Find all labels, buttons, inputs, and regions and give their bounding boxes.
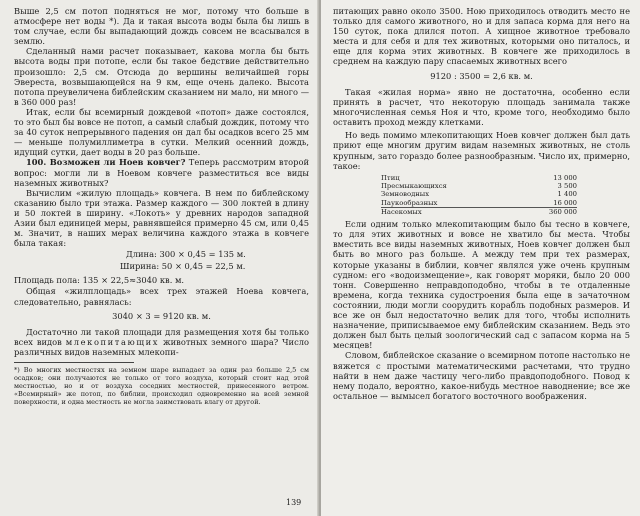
paragraph: Сделанный нами расчет показывает, какова могла бы быть высота воды при потопе, если бы такое бедствие действительно произошло: 2,5 см. Отсюда до вершины величайшей горы Эвереста, возвышающейся на 9 км, еще очень далеко. Высота потопа преувеличена библейским сказанием ни мало, ни много — в 360 000 раз! — [14, 46, 309, 107]
table-label: Птиц — [381, 173, 400, 182]
table-value: 3 500 — [557, 182, 577, 191]
equation-total-area: 3040 × 3 = 9120 кв. м. — [112, 310, 211, 321]
paragraph: Словом, библейское сказание о всемирном потопе настолько не вяжется с простыми математическими расчетами, что трудно найти в нем даже частицу чего-либо правдоподобного. Повод к нему подало, вероятно, какое-нибудь местное наводнение; все же остальное — вымысел богатого восточного воображения. — [333, 350, 630, 401]
table-value: 13 000 — [553, 173, 577, 182]
paragraph: питающих равно около 3500. Ною приходилось отводить место не только для самого животного, но и для запаса корма для него на 150 суток, пока длился потоп. А хищное животное требовало места и для себя и для тех животных, которыми оно питалось, и еще для корма этих животных. В ковчеге же приходилось в среднем на каждую пару спасаемых животных всего — [333, 6, 630, 67]
paragraph: Но ведь помимо млекопитающих Ноев ковчег должен был дать приют еще многим другим видам наземных животных, не столь крупным, зато гораздо более разнообразным. Число их, примерно, такое: — [333, 130, 630, 171]
right-page — [321, 0, 640, 516]
paragraph: Итак, если бы всемирный дождевой «потоп» даже состоялся, то это был бы вовсе не потоп, а самый слабый дождик, потому что за 40 суток непрерывного падения он дал бы осадков всего 25 мм — меньше полумиллиметра в сутки. Мелкий осенний дождь, идущий сутки, дает воды в 20 раз больше. — [14, 106, 309, 158]
table-label: Паукообразных — [381, 198, 438, 207]
table-row — [381, 174, 577, 182]
left-page — [0, 0, 319, 516]
table-value: 1 400 — [557, 190, 577, 199]
emphasis-spaced: млекопитающих — [65, 337, 160, 348]
table-row — [381, 207, 577, 216]
paragraph: Такая «жилая норма» явно не достаточна, особенно если принять в расчет, что некоторую площадь занимала также многочисленная семья Ноя и что, кроме того, необходимо было оставить проход между клетками. — [333, 86, 630, 128]
paragraph: Общая «жилплощадь» всех трех этажей Ноева ковчега, следовательно, равнялась: — [14, 286, 309, 307]
table-label: Насекомых — [381, 207, 422, 216]
equation-length: Длина: 300 × 0,45 = 135 м. — [126, 249, 246, 260]
paragraph: Вычислим «жилую площадь» ковчега. В нем по библейскому сказанию было три этажа. Размер каждого — 300 локтей в длину и 50 локтей в ширину. «Локоть» у древних народов западной Азии был единицей меры, равнявшейся примерно 45 см, или 0,45 м. Значит, в наших мерах величина каждого этажа в ковчеге была такая: — [14, 187, 309, 249]
table-row — [381, 199, 577, 207]
paragraph: Выше 2,5 см потоп подняться не мог, потому что больше в атмосфере нет воды *). Да и такая высота воды была бы лишь в том случае, если бы выпадающий дождь совсем не всасывался в землю. — [14, 6, 309, 47]
page-number: 139 — [286, 498, 302, 507]
equation-width: Ширина: 50 × 0,45 = 22,5 м. — [120, 260, 246, 271]
footnote: *) Во многих местностях на земном шаре выпадает за один раз больше 2,5 см осадков; они получаются не только от того воздуха, который стоит над этой местностью, но и от воздуха соседних местностей, принесенного ветром. «Всемирный» же потоп, по библии, происходил одновременно на всей земной поверхности, и одна местность не могла заимствовать влагу от другой. — [14, 366, 309, 407]
text-run: животных земного шара? Число различных видов наземных млекопи- — [14, 337, 309, 358]
table-row — [381, 182, 577, 190]
paragraph: Если одним только млекопитающим было бы тесно в ковчеге, то для этих животных и вовсе не хватило бы места. Чтобы вместить все виды наземных животных, Ноев ковчег должен был быть во много раз больше. А между тем при тех размерах, которые указаны в библии, ковчег являлся уже очень крупным судном: его «водоизмещение», как говорят моряки, было 20 000 тонн. Совершенно неправдоподобно, чтобы в те отдаленные времена, когда техника судостроения была еще в зачаточном состоянии, люди могли соорудить корабль подобных размеров. И все же он был недостаточно велик для того, чтобы исполнить назначение, приписываемое ему библейским сказанием. Ведь это должен был быть целый зоологический сад с запасом корма на 5 месяцев! — [333, 219, 630, 351]
section-title: 100. Возможен ли Ноев ковчег? — [26, 157, 186, 168]
species-table — [381, 174, 577, 216]
table-row — [381, 190, 577, 198]
table-label: Пресмыкающихся — [381, 182, 447, 191]
table-label: Земноводных — [381, 190, 430, 199]
section-intro: Теперь рассмотрим второй вопрос: могли ли в Ноевом ковчеге разместиться все виды наземных животных? — [14, 157, 309, 188]
footnote-divider — [14, 362, 134, 363]
section-heading — [14, 157, 309, 187]
text-run: Достаточно ли такой площади для размещения хотя бы только всех видов — [14, 327, 309, 348]
paragraph — [14, 327, 309, 357]
equation-ratio: 9120 : 3500 = 2,6 кв. м. — [430, 70, 533, 81]
table-value: 360 000 — [548, 207, 577, 216]
equation-floor-area: Площадь пола: 135 × 22,5≈3040 кв. м. — [14, 275, 185, 286]
table-value: 16 000 — [553, 198, 577, 207]
